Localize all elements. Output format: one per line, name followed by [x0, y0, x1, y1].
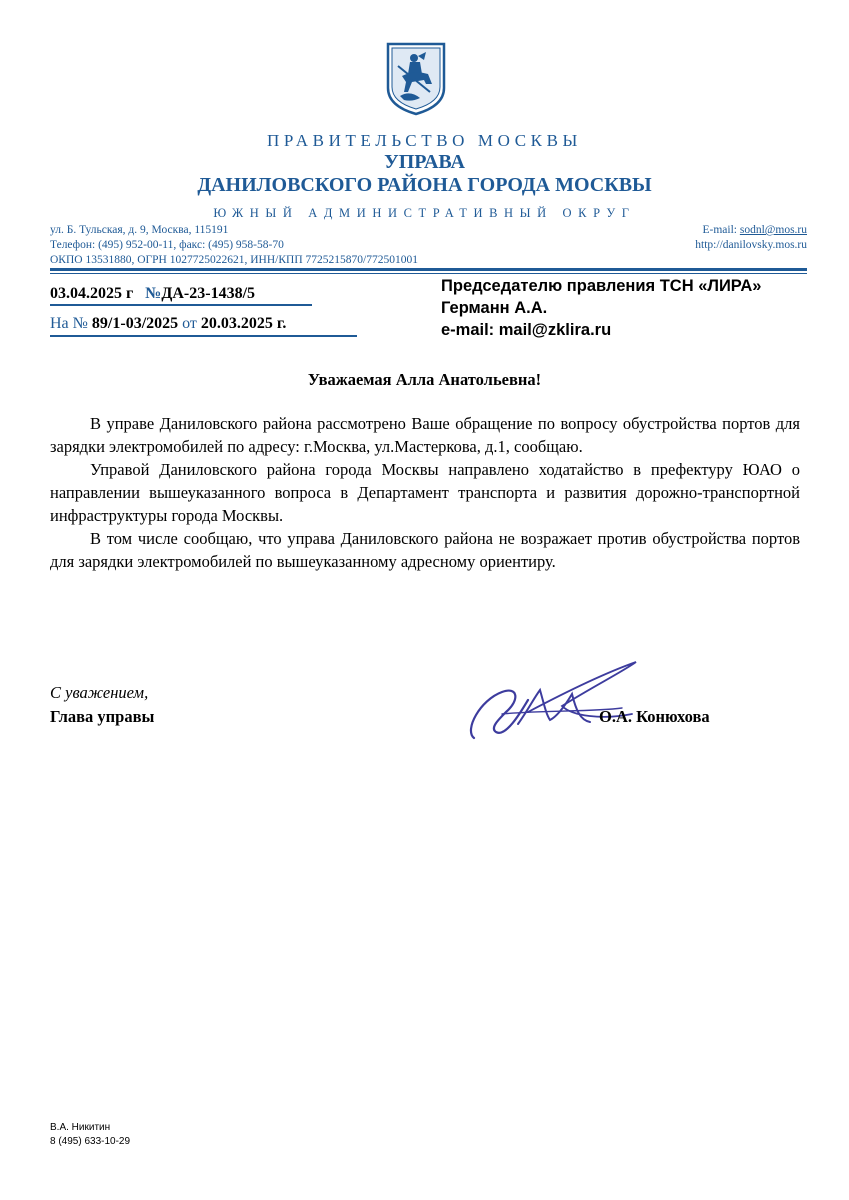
email-link[interactable]: sodnl@mos.ru — [739, 224, 807, 236]
body-paragraph: В управе Даниловского района рассмотрено Ваше обращение по вопросу обустройства портов для зарядки электромобилей по адресу: г.Москва, ул.Мастеркова, д.1, сообщаю. — [50, 414, 800, 456]
in-reply-date: 20.03.2025 г. — [200, 315, 287, 332]
signer-name: О.А. Конюхова — [599, 707, 710, 726]
addressee-title: Председателю правления ТСН «ЛИРА» — [441, 277, 762, 295]
addressee-email: e-mail: mail@zklira.ru — [441, 321, 612, 339]
incoming-reference — [50, 315, 286, 333]
body-paragraph: В том числе сообщаю, что управа Даниловского района не возражает против обустройства портов для зарядки электромобилей по вышеуказанному адресному ориентиру. — [50, 529, 800, 571]
addressee-name: Германн А.А. — [441, 299, 548, 317]
reference-underline — [50, 304, 312, 306]
org-codes: ОКПО 13531880, ОГРН 1027725022621, ИНН/КПП 7725215870/772501001 — [50, 254, 418, 266]
header-divider-thick — [50, 268, 807, 271]
letter-number: ДА-23-1438/5 — [161, 285, 256, 302]
greeting: Уважаемая Алла Анатольевна! — [307, 370, 542, 389]
org-email — [702, 224, 807, 236]
addressee-block — [441, 275, 761, 341]
org-phone: Телефон: (495) 952-00-11, факс: (495) 958-58-70 — [50, 239, 284, 251]
closing-regards: С уважением, — [50, 683, 149, 702]
body-paragraph: Управой Даниловского района города Москвы направлено ходатайство в префектуру ЮАО о направлении вышеуказанного вопроса в Департамент транспорта и развития дорожно-транспортной инфраструктуры города Москвы. — [50, 460, 800, 525]
executor-name: В.А. Никитин — [50, 1122, 111, 1133]
moscow-coat-of-arms-icon — [384, 40, 448, 116]
organization-title: УПРАВА — [384, 151, 465, 173]
executor-phone: 8 (495) 633-10-29 — [50, 1136, 131, 1147]
in-reply-underline — [50, 335, 357, 337]
government-title: ПРАВИТЕЛЬСТВО МОСКВЫ — [267, 131, 582, 150]
email-prefix: E-mail: — [702, 224, 740, 236]
in-reply-from: от — [182, 315, 197, 332]
header-divider-thin — [50, 273, 807, 274]
okrug-title: ЮЖНЫЙ АДМИНИСТРАТИВНЫЙ ОКРУГ — [213, 206, 636, 220]
letter-body — [50, 412, 800, 573]
in-reply-number: 89/1-03/2025 — [91, 315, 179, 332]
district-title: ДАНИЛОВСКОГО РАЙОНА ГОРОДА МОСКВЫ — [197, 174, 652, 196]
org-website[interactable]: http://danilovsky.mos.ru — [695, 239, 807, 251]
number-sign: № — [145, 285, 162, 302]
org-address: ул. Б. Тульская, д. 9, Москва, 115191 — [50, 224, 229, 236]
outgoing-reference — [50, 285, 255, 303]
signer-position: Глава управы — [50, 707, 155, 726]
in-reply-prefix: На № — [50, 315, 88, 332]
letter-date: 03.04.2025 г — [50, 285, 134, 302]
handwritten-signature — [462, 650, 642, 750]
